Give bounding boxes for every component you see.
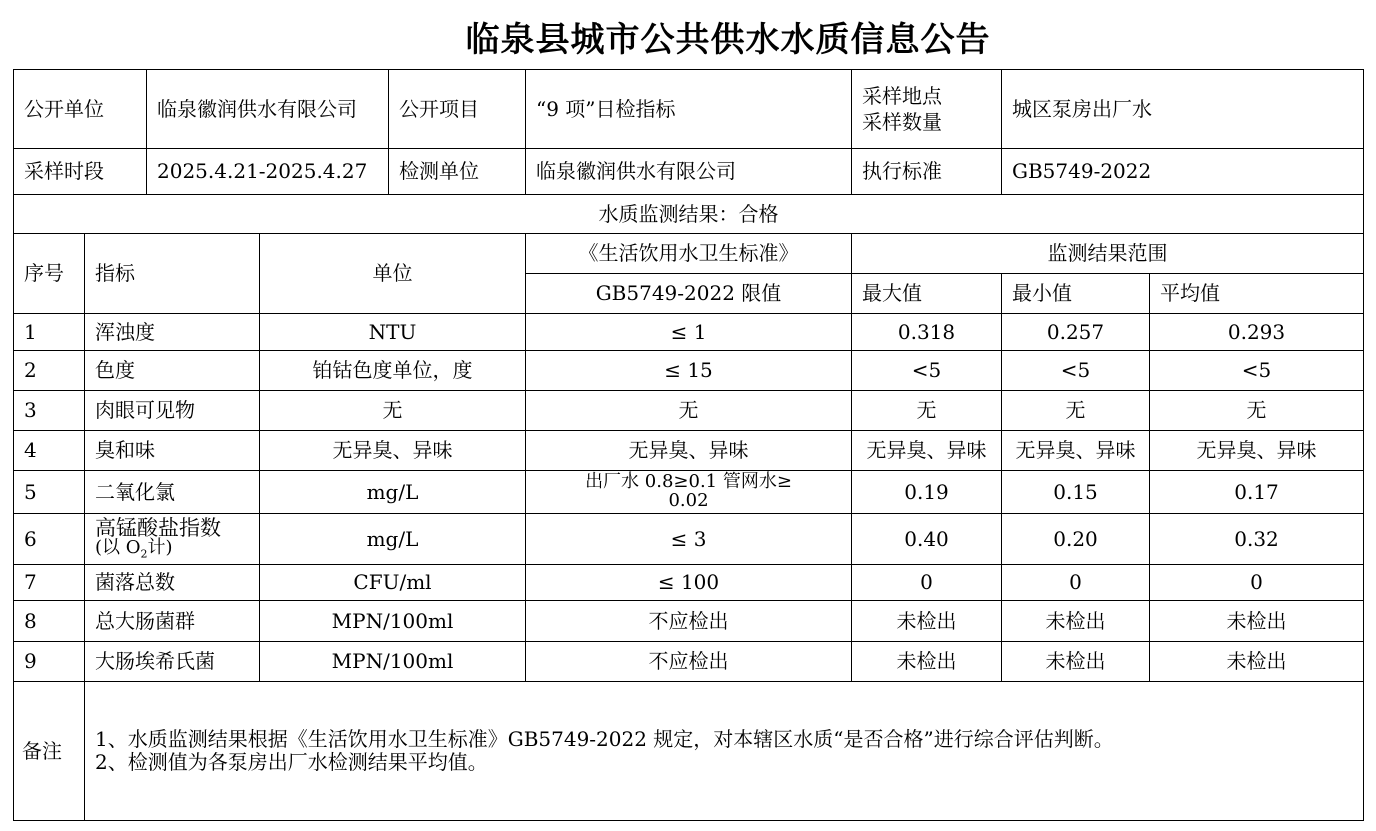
row-max: 未检出 <box>852 642 1002 682</box>
table-row <box>14 565 1364 601</box>
pub-unit-value: 临泉徽润供水有限公司 <box>147 70 389 149</box>
row-indicator-line2 <box>95 539 249 560</box>
notes-row <box>14 682 1364 821</box>
row-min: 0 <box>1002 565 1150 601</box>
row-max: 未检出 <box>852 601 1002 642</box>
note-1: 1、水质监测结果根据《生活饮用水卫生标准》GB5749-2022 规定，对本辖区水质“是否合格”进行综合评估判断。 <box>95 727 1114 751</box>
page-title: 临泉县城市公共供水水质信息公告 <box>465 20 991 60</box>
pub-unit-label: 公开单位 <box>14 70 147 149</box>
header-index: 序号 <box>14 234 85 314</box>
result-row <box>14 195 1364 234</box>
row-indicator <box>85 514 260 565</box>
row-min: 未检出 <box>1002 601 1150 642</box>
table-row <box>14 351 1364 391</box>
row-avg: 0.32 <box>1150 514 1364 565</box>
notes-label: 备注 <box>14 682 85 821</box>
row-avg: 未检出 <box>1150 642 1364 682</box>
row-unit: CFU/ml <box>260 565 526 601</box>
table-row <box>14 642 1364 682</box>
info-row-1 <box>14 70 1364 149</box>
row-max: 0.40 <box>852 514 1002 565</box>
header-range: 监测结果范围 <box>852 234 1364 274</box>
table-row <box>14 514 1364 565</box>
row-min: 0.15 <box>1002 471 1150 514</box>
row-unit: NTU <box>260 314 526 351</box>
row-index: 5 <box>14 471 85 514</box>
result-line: 水质监测结果：合格 <box>14 195 1364 234</box>
row-unit: 无 <box>260 391 526 431</box>
row-min: 无 <box>1002 391 1150 431</box>
header-indicator: 指标 <box>85 234 260 314</box>
row-max: 0.19 <box>852 471 1002 514</box>
test-unit-value: 临泉徽润供水有限公司 <box>526 149 852 195</box>
row-unit: 无异臭、异味 <box>260 431 526 471</box>
header-min: 最小值 <box>1002 274 1150 314</box>
table-row <box>14 471 1364 514</box>
row-limit: 无 <box>526 391 852 431</box>
row-index: 1 <box>14 314 85 351</box>
pub-item-value: “9 项”日检指标 <box>526 70 852 149</box>
row-avg: <5 <box>1150 351 1364 391</box>
row-indicator: 大肠埃希氏菌 <box>85 642 260 682</box>
row-indicator: 二氧化氯 <box>85 471 260 514</box>
row-indicator: 菌落总数 <box>85 565 260 601</box>
row-index: 3 <box>14 391 85 431</box>
row-max: 无 <box>852 391 1002 431</box>
note-2: 2、检测值为各泵房出厂水检测结果平均值。 <box>95 750 488 774</box>
row-index: 6 <box>14 514 85 565</box>
period-label: 采样时段 <box>14 149 147 195</box>
row-unit: 铂钴色度单位，度 <box>260 351 526 391</box>
row-limit: ≤ 3 <box>526 514 852 565</box>
row-limit: 不应检出 <box>526 601 852 642</box>
row-unit: mg/L <box>260 471 526 514</box>
row-unit: mg/L <box>260 514 526 565</box>
row-indicator-subscript: 2 <box>140 547 148 561</box>
row-limit: 不应检出 <box>526 642 852 682</box>
table-row <box>14 601 1364 642</box>
row-indicator: 肉眼可见物 <box>85 391 260 431</box>
row-indicator: 臭和味 <box>85 431 260 471</box>
row-unit: MPN/100ml <box>260 601 526 642</box>
period-value: 2025.4.21-2025.4.27 <box>147 149 389 195</box>
row-max: <5 <box>852 351 1002 391</box>
row-avg: 0.17 <box>1150 471 1364 514</box>
sample-place-label: 采样地点 <box>862 84 942 108</box>
table-row <box>14 431 1364 471</box>
header-standard-line1: 《生活饮用水卫生标准》 <box>526 234 852 274</box>
sample-place-value: 城区泵房出厂水 <box>1002 70 1364 149</box>
row-max: 0.318 <box>852 314 1002 351</box>
water-quality-table <box>13 69 1364 821</box>
row-limit: ≤ 100 <box>526 565 852 601</box>
sample-place-count-label <box>852 70 1002 149</box>
header-avg: 平均值 <box>1150 274 1364 314</box>
sample-count-label: 采样数量 <box>862 110 942 134</box>
header-unit: 单位 <box>260 234 526 314</box>
standard-value: GB5749-2022 <box>1002 149 1364 195</box>
row-min: 0.257 <box>1002 314 1150 351</box>
row-limit: ≤ 15 <box>526 351 852 391</box>
row-indicator-line1: 高锰酸盐指数 <box>95 516 221 541</box>
row-indicator-suffix: 计) <box>147 537 173 559</box>
row-limit-line2: 0.02 <box>668 490 709 511</box>
row-index: 8 <box>14 601 85 642</box>
header-max: 最大值 <box>852 274 1002 314</box>
row-indicator: 总大肠菌群 <box>85 601 260 642</box>
row-max: 0 <box>852 565 1002 601</box>
row-min: 无异臭、异味 <box>1002 431 1150 471</box>
row-indicator: 色度 <box>85 351 260 391</box>
row-avg: 无异臭、异味 <box>1150 431 1364 471</box>
row-avg: 0.293 <box>1150 314 1364 351</box>
row-avg: 未检出 <box>1150 601 1364 642</box>
row-avg: 无 <box>1150 391 1364 431</box>
row-index: 4 <box>14 431 85 471</box>
row-indicator-prefix: (以 O <box>95 537 141 559</box>
table-row <box>14 391 1364 431</box>
header-standard-line2: GB5749-2022 限值 <box>526 274 852 314</box>
row-indicator: 浑浊度 <box>85 314 260 351</box>
row-limit-line1: 出厂水 0.8≥0.1 管网水≥ <box>585 471 792 493</box>
row-min: <5 <box>1002 351 1150 391</box>
row-min: 0.20 <box>1002 514 1150 565</box>
row-min: 未检出 <box>1002 642 1150 682</box>
row-index: 2 <box>14 351 85 391</box>
header-row-1 <box>14 234 1364 274</box>
info-row-2 <box>14 149 1364 195</box>
row-index: 7 <box>14 565 85 601</box>
row-max: 无异臭、异味 <box>852 431 1002 471</box>
row-index: 9 <box>14 642 85 682</box>
test-unit-label: 检测单位 <box>389 149 526 195</box>
row-limit: ≤ 1 <box>526 314 852 351</box>
row-unit: MPN/100ml <box>260 642 526 682</box>
pub-item-label: 公开项目 <box>389 70 526 149</box>
row-limit: 无异臭、异味 <box>526 431 852 471</box>
table-row <box>14 314 1364 351</box>
row-limit <box>526 471 852 514</box>
row-avg: 0 <box>1150 565 1364 601</box>
notes-content <box>85 682 1364 821</box>
standard-label: 执行标准 <box>852 149 1002 195</box>
